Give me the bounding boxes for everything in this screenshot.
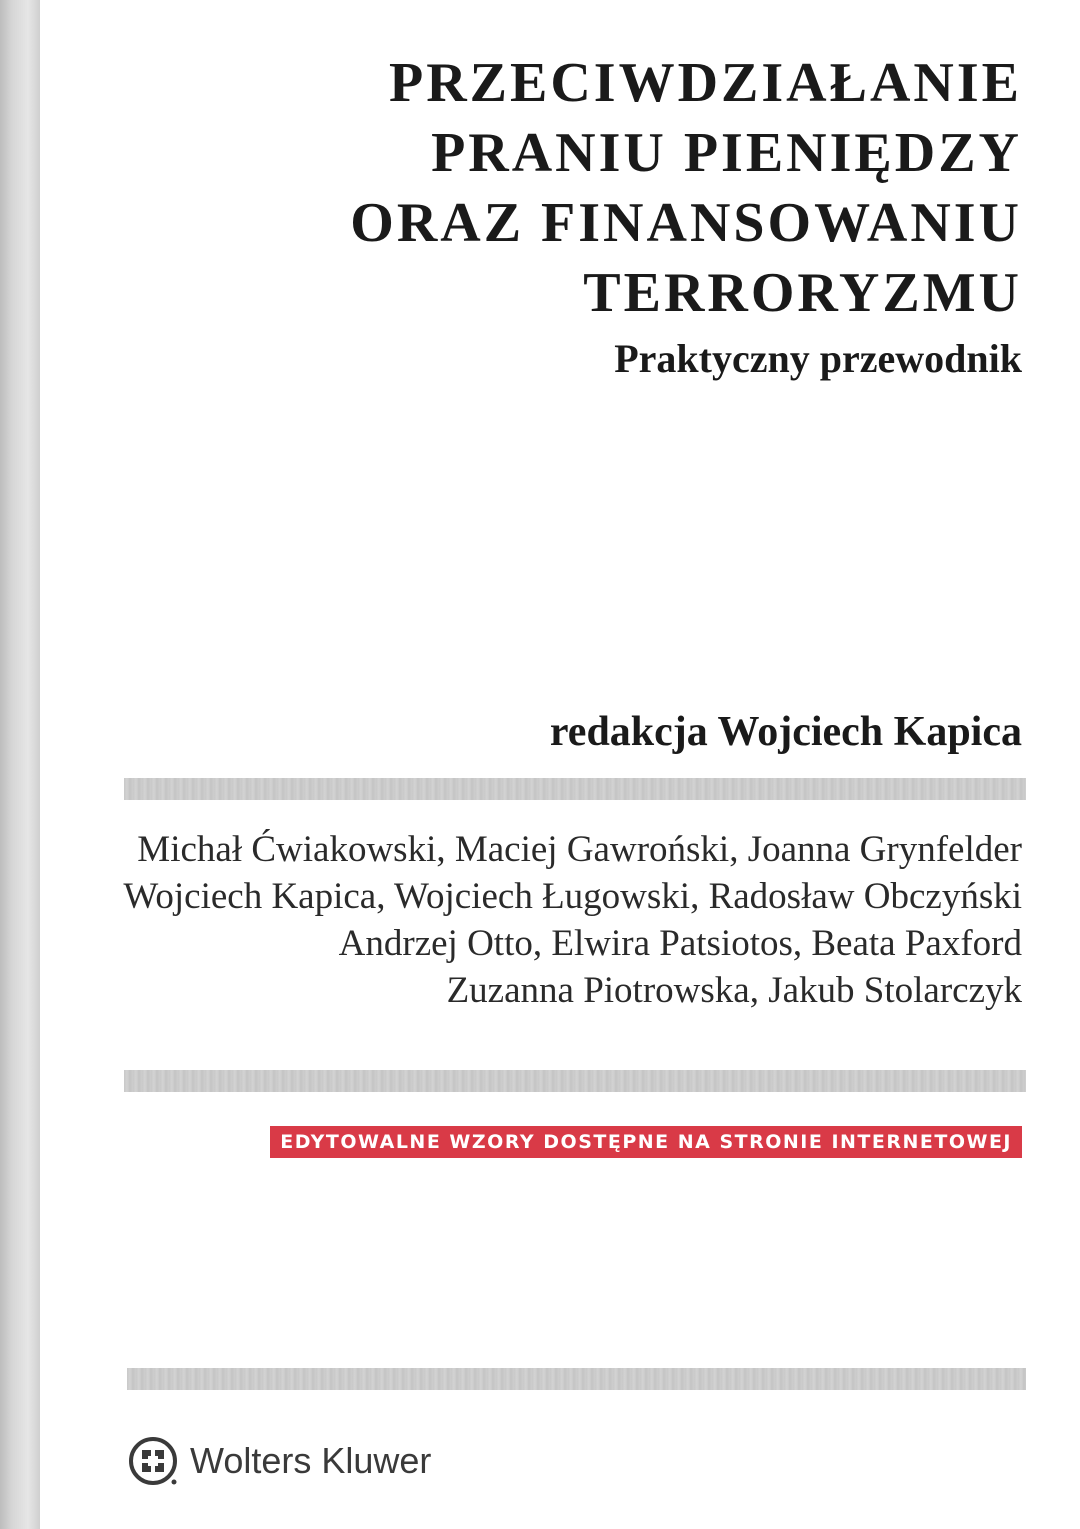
publisher-name: Wolters Kluwer	[190, 1440, 432, 1481]
book-title	[350, 48, 1022, 328]
divider-bar	[124, 1070, 1026, 1092]
author-line: Wojciech Kapica, Wojciech Ługowski, Radosław Obczyński	[123, 876, 1022, 917]
wolters-kluwer-logo-icon	[128, 1436, 178, 1486]
divider-bar	[124, 778, 1026, 800]
author-line: Zuzanna Piotrowska, Jakub Stolarczyk	[446, 970, 1022, 1011]
author-line: Andrzej Otto, Elwira Patsiotos, Beata Paxford	[338, 923, 1022, 964]
divider-bar	[127, 1368, 1026, 1390]
editor-credit: redakcja Wojciech Kapica	[549, 709, 1022, 755]
title-line: ORAZ FINANSOWANIU	[350, 192, 1022, 254]
author-list	[123, 826, 1022, 1014]
title-line: PRZECIWDZIAŁANIE	[389, 52, 1022, 114]
author-line: Michał Ćwiakowski, Maciej Gawroński, Joanna Grynfelder	[137, 829, 1022, 870]
title-line: TERRORYZMU	[583, 262, 1022, 324]
publisher-logo	[128, 1434, 431, 1488]
book-subtitle: Praktyczny przewodnik	[614, 336, 1022, 381]
book-spine-edge	[0, 0, 40, 1529]
title-line: PRANIU PIENIĘDZY	[431, 122, 1022, 184]
editable-templates-notice: EDYTOWALNE WZORY DOSTĘPNE NA STRONIE INTERNETOWEJ	[270, 1126, 1022, 1158]
